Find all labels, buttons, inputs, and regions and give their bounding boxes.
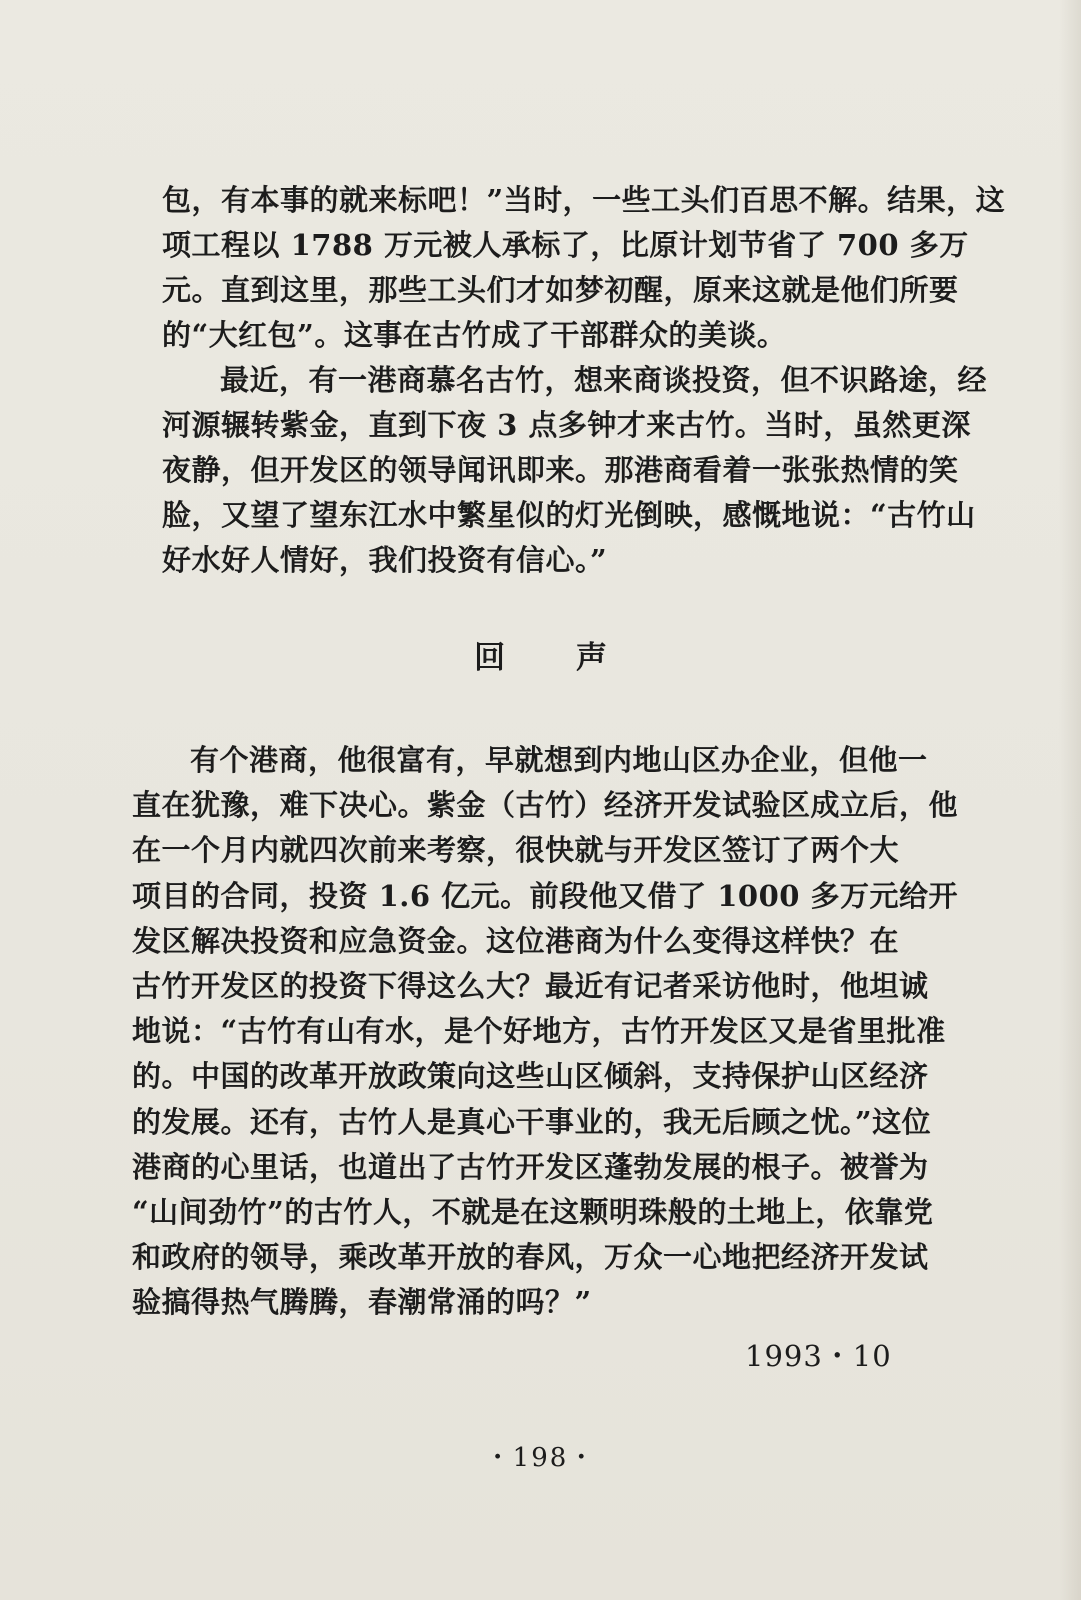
text-line: 包，有本事的就来标吧！”当时，一些工头们百思不解。结果，这 (162, 183, 1006, 217)
text-line: 夜静，但开发区的领导闻讯即来。那港商看着一张张热情的笑 (162, 453, 959, 487)
text-line: 验搞得热气腾腾，春潮常涌的吗？” (132, 1285, 592, 1320)
text-line: 的“大红包”。这事在古竹成了干部群众的美谈。 (162, 318, 787, 352)
text-line: 有个港商，他很富有，早就想到内地山区办企业，但他一 (190, 743, 928, 777)
text-line: 和政府的领导，乘改革开放的春风，万众一心地把经济开发试 (132, 1240, 929, 1275)
text-line: 直在犹豫，难下决心。紫金（古竹）经济开发试验区成立后，他 (132, 788, 959, 823)
text-line: 脸，又望了望东江水中繁星似的灯光倒映，感慨地说：“古竹山 (162, 498, 976, 532)
section-title: 回 声 (474, 640, 637, 676)
top-text-block (162, 178, 1012, 583)
text-line: 好水好人情好，我们投资有信心。” (162, 543, 608, 577)
text-line: 的发展。还有，古竹人是真心干事业的，我无后顾之忧。”这位 (132, 1104, 932, 1139)
date-stamp: 1993・10 (745, 1339, 892, 1373)
text-line: “山间劲竹”的古竹人，不就是在这颗明珠般的土地上，依靠党 (132, 1194, 934, 1229)
text-line: 在一个月内就四次前来考察，很快就与开发区签订了两个大 (132, 833, 900, 868)
text-line: 港商的心里话，也道出了古竹开发区蓬勃发展的根子。被誉为 (132, 1149, 929, 1184)
section-text-block (132, 738, 1002, 1325)
page-number: ・198・ (484, 1443, 597, 1473)
text-line: 河源辗转紫金，直到下夜 3 点多钟才来古竹。当时，虽然更深 (162, 408, 971, 442)
text-line: 古竹开发区的投资下得这么大？最近有记者采访他时，他坦诚 (132, 968, 929, 1003)
text-line: 项目的合同，投资 1.6 亿元。前段他又借了 1000 多万元给开 (132, 878, 959, 913)
text-line: 的。中国的改革开放政策向这些山区倾斜，支持保护山区经济 (132, 1059, 929, 1094)
text-line: 发区解决投资和应急资金。这位港商为什么变得这样快？在 (132, 923, 900, 958)
text-line: 最近，有一港商慕名古竹，想来商谈投资，但不识路途，经 (220, 363, 988, 397)
text-line: 地说：“古竹有山有水，是个好地方，古竹开发区又是省里批准 (132, 1014, 946, 1049)
text-line: 元。直到这里，那些工头们才如梦初醒，原来这就是他们所要 (162, 273, 959, 307)
page-edge-shadow (1059, 0, 1081, 1600)
text-line: 项工程以 1788 万元被人承标了，比原计划节省了 700 多万 (162, 228, 969, 262)
